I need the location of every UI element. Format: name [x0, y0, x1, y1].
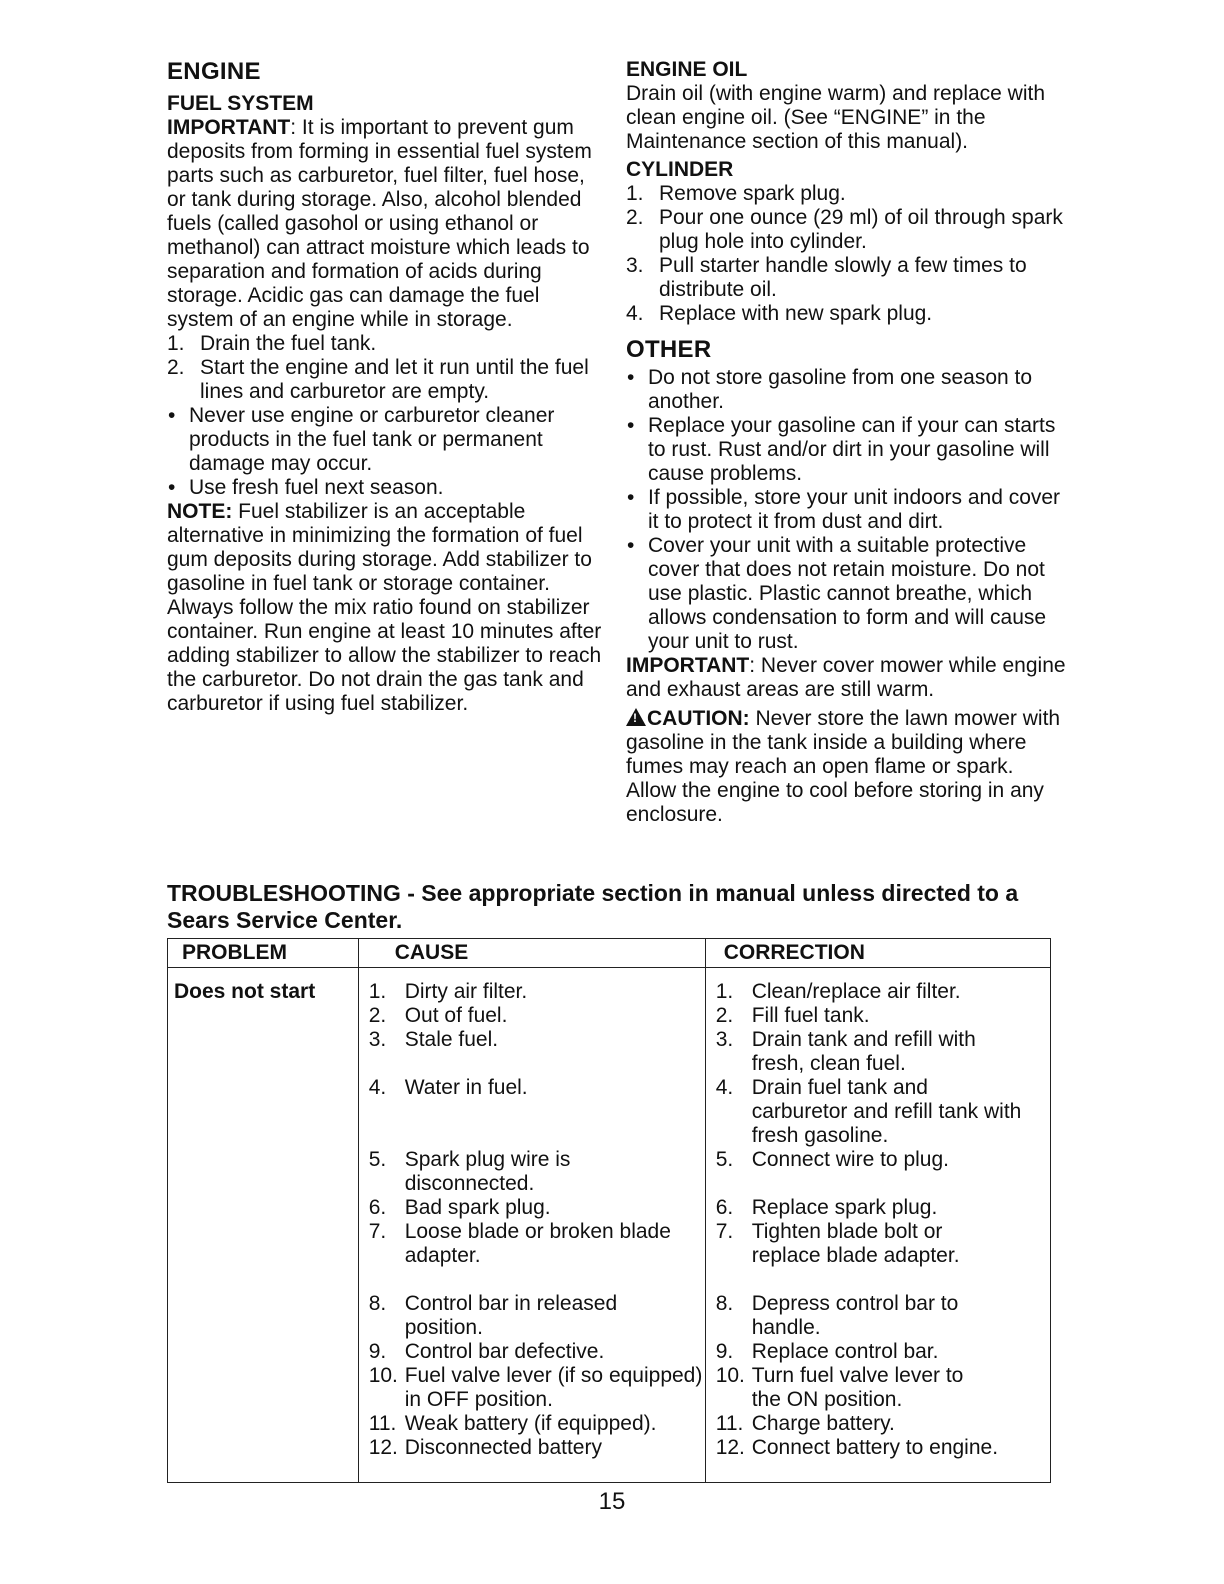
- correction-number: 11.: [715, 1412, 744, 1435]
- correction-item: [716, 1292, 1012, 1340]
- correction-text: Connect wire to plug.: [751, 1148, 949, 1171]
- cause-text: Water in fuel.: [404, 1076, 528, 1099]
- correction-item: [716, 1364, 992, 1412]
- list-item: [626, 182, 1066, 206]
- step-number: 3.: [626, 254, 644, 277]
- cylinder-steps-list: [626, 182, 1066, 326]
- cause-text: Spark plug wire is disconnected.: [404, 1148, 571, 1195]
- cause-item: [369, 1220, 685, 1292]
- cause-number: 10.: [368, 1364, 398, 1387]
- correction-item: [716, 1076, 1022, 1148]
- correction-number: 6.: [715, 1196, 734, 1219]
- note-paragraph: [167, 500, 607, 716]
- important-label: IMPORTANT: [167, 116, 291, 139]
- correction-text: Replace spark plug.: [751, 1196, 938, 1219]
- correction-number: 7.: [715, 1220, 734, 1243]
- step-text: Remove spark plug.: [659, 182, 846, 205]
- cause-text: Weak battery (if equipped).: [404, 1412, 657, 1435]
- cause-number: 2.: [368, 1004, 387, 1027]
- correction-text: Replace control bar.: [751, 1340, 939, 1363]
- correction-number: 12.: [715, 1436, 745, 1459]
- cause-number: 11.: [368, 1412, 397, 1435]
- step-text: Start the engine and let it run until the fuel lines and carburetor are empty.: [200, 356, 589, 403]
- important-text: : Never cover mower while engine and exhaust areas are still warm.: [626, 654, 1066, 701]
- other-bullets-list: [626, 366, 1066, 654]
- list-item: [167, 332, 607, 356]
- cause-item: [369, 1028, 705, 1076]
- cause-number: 12.: [368, 1436, 398, 1459]
- correction-text: Tighten blade bolt or replace blade adapter.: [751, 1220, 960, 1267]
- note-label: NOTE:: [167, 500, 233, 523]
- correction-number: 4.: [715, 1076, 734, 1099]
- cause-item: [369, 1340, 705, 1364]
- correction-text: Turn fuel valve lever to the ON position.: [751, 1364, 964, 1411]
- list-item: [167, 404, 607, 476]
- cause-text: Disconnected battery: [404, 1436, 602, 1459]
- correction-number: 9.: [715, 1340, 734, 1363]
- correction-number: 2.: [715, 1004, 734, 1027]
- cause-item: [369, 980, 705, 1004]
- fuel-system-heading: FUEL SYSTEM: [167, 92, 314, 115]
- cause-item: [369, 1364, 705, 1412]
- caution-label: CAUTION:: [647, 707, 750, 730]
- important-text: : It is important to prevent gum deposits from forming in essential fuel system parts such as carburetor, fuel filter, fuel hose, or tank during storage. Also, alcohol blended fuels (called gasohol or using ethanol or methanol) can attract moisture which leads to separation and formation of acids during storage. Acidic gas can damage the fuel system of an engine while in storage.: [167, 116, 592, 331]
- cause-item: [369, 1292, 685, 1340]
- warning-triangle-icon: [626, 708, 646, 726]
- cause-text: Fuel valve lever (if so equipped) in OFF position.: [404, 1364, 703, 1411]
- bullet-icon: •: [627, 486, 635, 509]
- step-text: Replace with new spark plug.: [659, 302, 933, 325]
- fuel-bullets-list: [167, 404, 607, 500]
- caution-text: Never store the lawn mower with gasoline in the tank inside a building where fumes may reach an open flame or spark. Allow the engine to cool before storing in any enclosure.: [626, 707, 1061, 826]
- correction-text: Drain tank and refill with fresh, clean fuel.: [751, 1028, 976, 1075]
- left-column: [167, 58, 607, 716]
- engine-heading: ENGINE: [167, 58, 261, 85]
- cause-item: [369, 1436, 705, 1460]
- fuel-steps-list: [167, 332, 607, 404]
- cause-number: 9.: [368, 1340, 387, 1363]
- bullet-text: Never use engine or carburetor cleaner products in the fuel tank or permanent damage may occur.: [189, 404, 555, 475]
- important-label: IMPORTANT: [626, 654, 750, 677]
- correction-item: [716, 1412, 1050, 1436]
- troubleshooting-title: TROUBLESHOOTING - See appropriate section in manual unless directed to a Sears Service Center.: [167, 880, 1019, 933]
- cause-number: 8.: [368, 1292, 387, 1315]
- correction-text: Connect battery to engine.: [751, 1436, 999, 1459]
- bullet-icon: •: [627, 414, 635, 437]
- cause-number: 4.: [368, 1076, 387, 1099]
- bullet-icon: •: [168, 404, 176, 427]
- step-number: 4.: [626, 302, 644, 325]
- cause-number: 7.: [368, 1220, 387, 1243]
- correction-item: [716, 1028, 1022, 1076]
- header-problem: PROBLEM: [168, 939, 359, 968]
- correction-item: [716, 1196, 1050, 1220]
- correction-item: [716, 1340, 1050, 1364]
- table-row: [168, 968, 1051, 1483]
- correction-number: 3.: [715, 1028, 734, 1051]
- list-item: [626, 414, 1066, 486]
- problem-cell: Does not start: [168, 968, 359, 1483]
- correction-text: Drain fuel tank and carburetor and refill tank with fresh gasoline.: [751, 1076, 1022, 1147]
- cause-item: [369, 1004, 705, 1028]
- step-number: 2.: [167, 356, 185, 379]
- list-item: [626, 486, 1066, 534]
- cause-text: Control bar in released position.: [404, 1292, 618, 1339]
- list-item: [167, 356, 607, 404]
- cause-number: 5.: [368, 1148, 387, 1171]
- correction-text: Charge battery.: [751, 1412, 895, 1435]
- step-number: 2.: [626, 206, 644, 229]
- cause-item: [369, 1076, 705, 1148]
- bullet-icon: •: [627, 366, 635, 389]
- list-item: [626, 534, 1066, 654]
- cause-number: 3.: [368, 1028, 387, 1051]
- engine-oil-heading: ENGINE OIL: [626, 58, 748, 81]
- bullet-text: If possible, store your unit indoors and cover it to protect it from dust and dirt.: [648, 486, 1061, 533]
- correction-item: [716, 1004, 1050, 1028]
- cause-item: [369, 1148, 665, 1196]
- cylinder-heading: CYLINDER: [626, 158, 734, 181]
- page-number: 15: [598, 1488, 626, 1515]
- correction-number: 10.: [715, 1364, 745, 1387]
- cause-item: [369, 1412, 705, 1436]
- cause-text: Bad spark plug.: [404, 1196, 551, 1219]
- correction-item: [716, 980, 1050, 1004]
- correction-number: 8.: [715, 1292, 734, 1315]
- other-important: [626, 654, 1066, 702]
- right-column: [626, 58, 1066, 827]
- correction-cell: [705, 968, 1050, 1483]
- step-text: Pour one ounce (29 ml) of oil through spark plug hole into cylinder.: [659, 206, 1063, 253]
- list-item: [626, 366, 1066, 414]
- bullet-text: Replace your gasoline can if your can starts to rust. Rust and/or dirt in your gasoline will cause problems.: [648, 414, 1056, 485]
- correction-text: Depress control bar to handle.: [751, 1292, 959, 1339]
- bullet-icon: •: [168, 476, 176, 499]
- correction-item: [716, 1148, 1050, 1196]
- cause-cell: [358, 968, 705, 1483]
- table-header-row: [168, 939, 1051, 968]
- other-heading: OTHER: [626, 336, 712, 363]
- step-text: Pull starter handle slowly a few times to distribute oil.: [659, 254, 1027, 301]
- bullet-text: Cover your unit with a suitable protective cover that does not retain moisture. Do not use plastic. Plastic cannot breathe, which allows condensation to form and will cause your unit to rust.: [648, 534, 1047, 653]
- engine-oil-text: Drain oil (with engine warm) and replace with clean engine oil. (See “ENGINE” in the Maintenance section of this manual).: [626, 82, 1046, 153]
- correction-number: 1.: [715, 980, 734, 1003]
- caution-paragraph: [626, 707, 1066, 827]
- correction-text: Fill fuel tank.: [751, 1004, 870, 1027]
- correction-item: [716, 1220, 1012, 1292]
- step-number: 1.: [626, 182, 644, 205]
- step-number: 1.: [167, 332, 185, 355]
- cause-text: Stale fuel.: [404, 1028, 499, 1051]
- step-text: Drain the fuel tank.: [200, 332, 377, 355]
- correction-item: [716, 1436, 1050, 1460]
- header-cause: CAUSE: [358, 939, 705, 968]
- bullet-text: Use fresh fuel next season.: [189, 476, 444, 499]
- list-item: [626, 302, 1066, 326]
- cause-item: [369, 1196, 705, 1220]
- fuel-system-important: [167, 116, 607, 332]
- correction-text: Clean/replace air filter.: [751, 980, 961, 1003]
- note-text: Fuel stabilizer is an acceptable alternative in minimizing the formation of fuel gum deposits during storage. Add stabilizer to gasoline in fuel tank or storage container. Always follow the mix ratio found on stabilizer container. Run engine at least 10 minutes after adding stabilizer to allow the stabilizer to reach the carburetor. Do not drain the gas tank and carburetor if using fuel stabilizer.: [167, 500, 602, 715]
- bullet-text: Do not store gasoline from one season to another.: [648, 366, 1033, 413]
- cause-number: 1.: [368, 980, 387, 1003]
- cause-text: Control bar defective.: [404, 1340, 605, 1363]
- correction-number: 5.: [715, 1148, 734, 1171]
- bullet-icon: •: [627, 534, 635, 557]
- cause-number: 6.: [368, 1196, 387, 1219]
- cause-text: Out of fuel.: [404, 1004, 508, 1027]
- cause-text: Loose blade or broken blade adapter.: [404, 1220, 671, 1267]
- list-item: [167, 476, 607, 500]
- cause-text: Dirty air filter.: [404, 980, 528, 1003]
- header-correction: CORRECTION: [705, 939, 1050, 968]
- troubleshooting-table: [167, 938, 1051, 1483]
- list-item: [626, 254, 1066, 302]
- list-item: [626, 206, 1066, 254]
